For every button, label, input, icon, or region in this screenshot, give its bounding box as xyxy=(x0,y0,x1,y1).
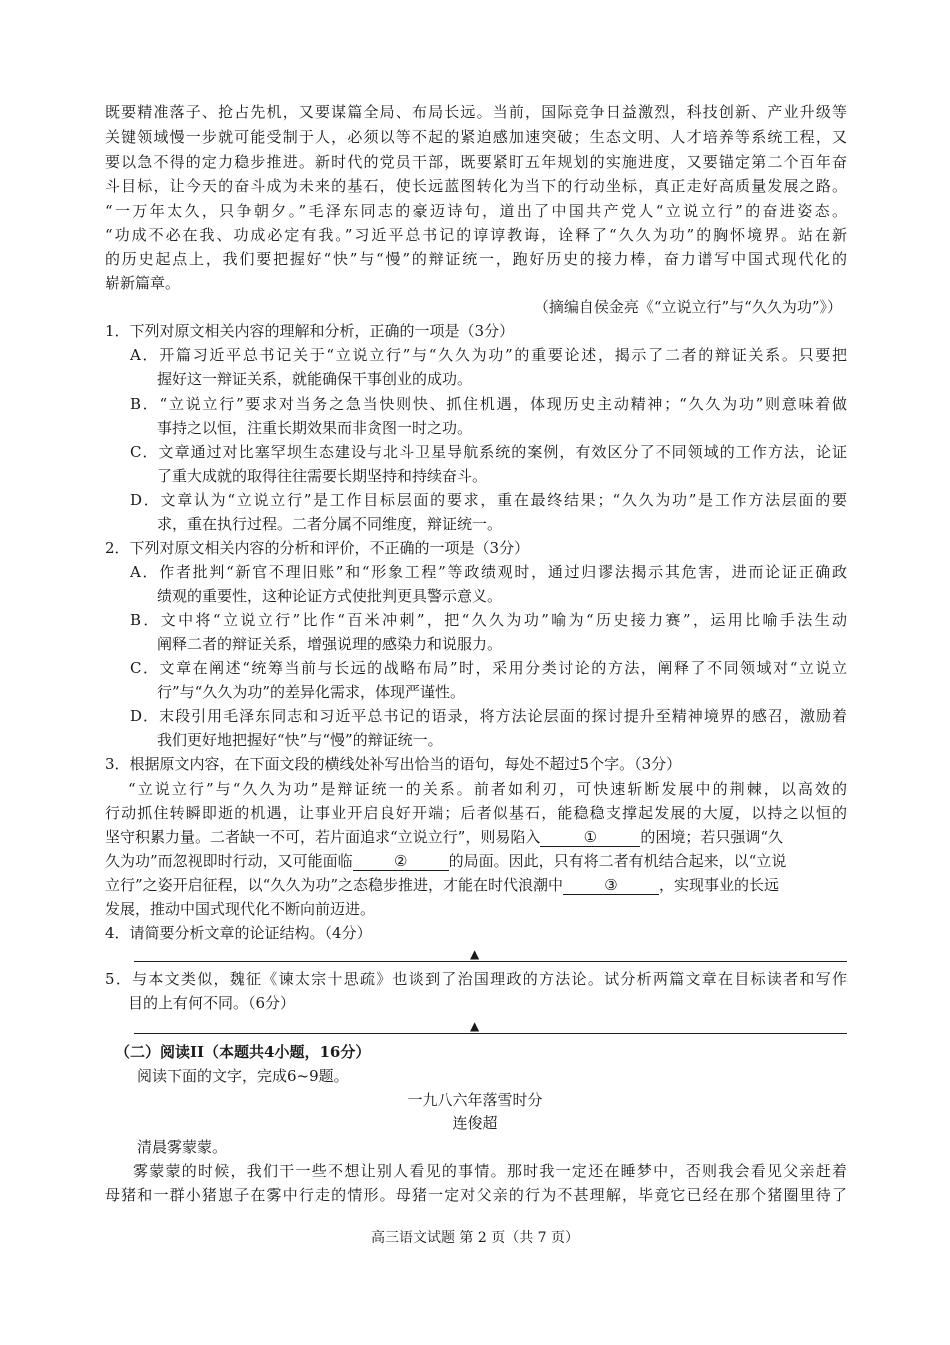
q2-option-d-cont: 我们更好地把握好“快”与“慢”的辩证统一。 xyxy=(157,731,443,749)
q3-text: 立行”之姿开启征程，以“久久为功”之态稳步推进，才能在时代浪潮中 xyxy=(105,876,564,894)
q3-passage-line: 发展，推动中国式现代化不断向前迈进。 xyxy=(105,900,376,918)
story-title: 一九八六年落雪时分 xyxy=(407,1091,543,1109)
q3-passage-line xyxy=(105,851,786,871)
question-5-stem-cont: 目的上有何不同。（6分） xyxy=(128,994,296,1012)
story-paragraph: 清晨雾蒙蒙。 xyxy=(137,1138,228,1156)
q2-option-c: C．文章在阐述“统筹当前与长远的战略布局”时，采用分类讨论的方法，阐释了不同领域对“立说立 xyxy=(130,659,847,677)
q1-option-b-cont: 事持之以恒，注重长期效果而非贪图一时之功。 xyxy=(157,419,473,437)
q1-option-d: D．文章认为“立说立行”是工作目标层面的要求，重在最终结果；“久久为功”是工作方法层面的要 xyxy=(130,491,847,509)
story-author: 连俊超 xyxy=(452,1114,498,1132)
q3-text: ，实现事业的长远 xyxy=(659,876,780,894)
q1-option-c: C．文章通过对比塞罕坝生态建设与北斗卫星导航系统的案例，有效区分了不同领域的工作方法，论证 xyxy=(130,443,847,461)
answer-marker-icon: ▲ xyxy=(470,1019,480,1033)
q2-option-b-cont: 阐释二者的辩证关系，增强说理的感染力和说服力。 xyxy=(157,635,503,653)
passage-line: 既要精准落子、抢占先机，又要谋篇全局、布局长远。当前，国际竞争日益激烈，科技创新、产业升级等 xyxy=(105,103,847,121)
q3-passage-line: “立说立行”与“久久为功”是辩证统一的关系。前者如利刃，可快速斩断发展中的荆棘，以高效的 xyxy=(128,780,847,798)
question-4-stem: 4．请简要分析文章的论证结构。（4分） xyxy=(105,924,372,942)
source-note: （摘编自侯金亮《“立说立行”与“久久为功”》） xyxy=(533,298,842,316)
q2-option-a-cont: 绩观的重要性，这种论证方式使批判更具警示意义。 xyxy=(157,587,503,605)
answer-blank-3[interactable]: ③ xyxy=(563,876,659,895)
answer-blank-1[interactable]: ① xyxy=(540,828,640,847)
q3-passage-line xyxy=(105,875,779,895)
answer-line[interactable] xyxy=(134,1033,847,1034)
q3-text: 久为功”而忽视即时行动，又可能面临 xyxy=(105,852,353,870)
q2-option-b: B．文中将“立说立行”比作“百米冲刺”，把“久久为功”喻为“历史接力赛”，运用比喻手法生动 xyxy=(130,611,847,629)
passage-line: 斗目标，让今天的奋斗成为未来的基石，使长远蓝图转化为当下的行动坐标，真正走好高质量发展之路。 xyxy=(105,177,847,195)
answer-marker-icon: ▲ xyxy=(470,947,480,961)
q1-option-b: B．“立说立行”要求对当务之急当快则快、抓住机遇，体现历史主动精神；“久久为功”则意味着做 xyxy=(130,395,847,413)
q3-text: 坚守积累力量。二者缺一不可，若片面追求“立说立行”，则易陷入 xyxy=(105,828,541,846)
q1-option-a: A．开篇习近平总书记关于“立说立行”与“久久为功”的重要论述，揭示了二者的辩证关系。只要把 xyxy=(130,346,847,364)
page-footer: 高三语文试题 第 2 页（共 7 页） xyxy=(370,1230,580,1246)
q3-text: 的局面。因此，只有将二者有机结合起来，以“立说 xyxy=(448,852,787,870)
story-paragraph: 雾蒙蒙的时候，我们干一些不想让别人看见的事情。那时我一定还在睡梦中，否则我会看见父亲赶着 xyxy=(133,1162,847,1180)
question-5-stem: 5．与本文类似，魏征《谏太宗十思疏》也谈到了治国理政的方法论。试分析两篇文章在目标读者和写作 xyxy=(105,970,847,988)
q2-option-c-cont: 行”与“久久为功”的差异化需求，体现严谨性。 xyxy=(157,683,466,701)
answer-blank-2[interactable]: ② xyxy=(353,852,449,871)
q1-option-a-cont: 握好这一辩证关系，就能确保干事创业的成功。 xyxy=(157,370,473,388)
question-3-stem: 3．根据原文内容，在下面文段的横线处补写出恰当的语句，每处不超过5个字。（3分） xyxy=(105,755,682,773)
passage-line: 要以急不得的定力稳步推进。新时代的党员干部，既要紧盯五年规划的实施进度，又要锚定第二个百年奋 xyxy=(105,153,847,171)
passage-line: “功成不必在我、功成必定有我。”习近平总书记的谆谆教诲，诠释了“久久为功”的胸怀境界。站在新 xyxy=(105,226,847,244)
q3-text: 的困境；若只强调“久 xyxy=(640,828,784,846)
question-2-stem: 2．下列对原文相关内容的分析和评价，不正确的一项是（3分） xyxy=(105,539,530,557)
q2-option-d: D．末段引用毛泽东同志和习近平总书记的语录，将方法论层面的探讨提升至精神境界的感召，激励着 xyxy=(130,707,847,725)
story-paragraph: 母猪和一群小猪崽子在雾中行走的情形。母猪一定对父亲的行为不甚理解，毕竟它已经在那个猪圈里待了 xyxy=(105,1186,847,1204)
passage-line: 的历史起点上，我们要把握好“快”与“慢”的辩证统一，跑好历史的接力棒，奋力谱写中国式现代化的 xyxy=(105,250,847,268)
q3-passage-line: 行动抓住转瞬即逝的机遇，让事业开启良好开端；后者似基石，能稳稳支撑起发展的大厦，以持之以恒的 xyxy=(105,804,847,822)
passage-line: 崭新篇章。 xyxy=(105,274,181,292)
answer-line[interactable] xyxy=(134,961,847,962)
q3-passage-line xyxy=(105,827,783,847)
passage-line: “一万年太久，只争朝夕。”毛泽东同志的豪迈诗句，道出了中国共产党人“立说立行”的奋进姿态。 xyxy=(105,202,847,220)
q1-option-d-cont: 求，重在执行过程。二者分属不同维度，辩证统一。 xyxy=(157,515,503,533)
q2-option-a: A．作者批判“新官不理旧账”和“形象工程”等政绩观时，通过归谬法揭示其危害，进而论证正确政 xyxy=(130,563,847,581)
q1-option-c-cont: 了重大成就的取得往往需要长期坚持和持续奋斗。 xyxy=(157,467,488,485)
question-1-stem: 1．下列对原文相关内容的理解和分析，正确的一项是（3分） xyxy=(105,322,515,340)
section-instruction: 阅读下面的文字，完成6~9题。 xyxy=(137,1067,349,1085)
passage-line: 关键领域慢一步就可能受制于人，必须以等不起的紧迫感加速突破；生态文明、人才培养等系统工程，又 xyxy=(105,128,847,146)
section-title: （二）阅读II（本题共4小题，16分） xyxy=(115,1043,371,1061)
